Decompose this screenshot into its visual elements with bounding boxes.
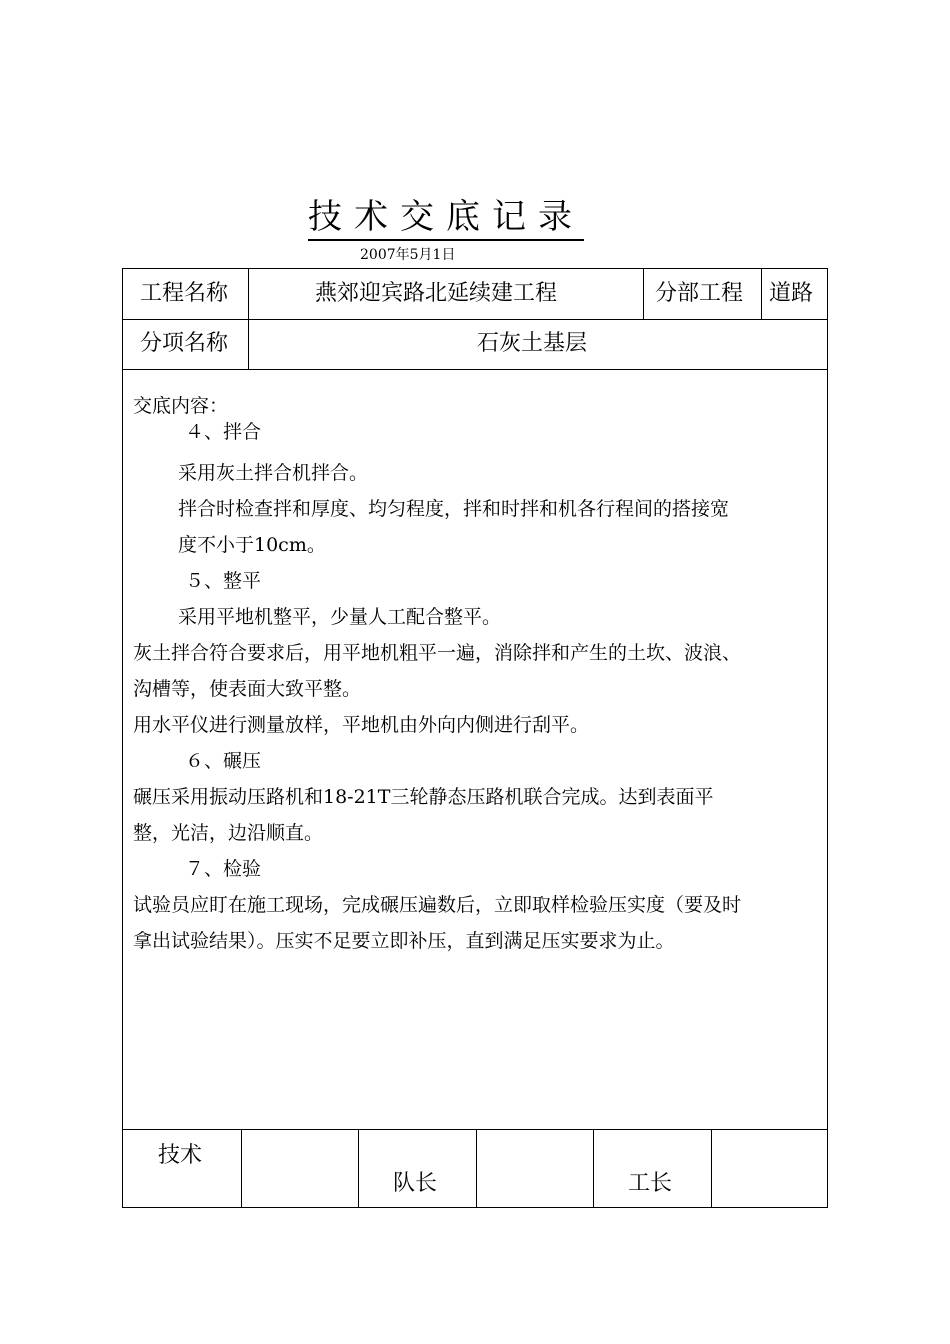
content-line: ４、拌合 — [185, 421, 262, 443]
project-name-label: 工程名称 — [140, 281, 229, 306]
column-divider — [241, 1129, 242, 1207]
division-label: 分部工程 — [655, 281, 744, 306]
content-line: 采用灰土拌合机拌合。 — [178, 462, 369, 484]
content-line: 度不小于10cm。 — [178, 534, 326, 556]
record-date: 2007年5月1日 — [360, 247, 456, 263]
content-line: 拌合时检查拌和厚度、均匀程度，拌和时拌和机各行程间的搭接宽 — [178, 498, 730, 520]
content-line: 碾压采用振动压路机和18-21T三轮静态压路机联合完成。达到表面平 — [133, 786, 714, 808]
project-name-value: 燕郊迎宾路北延续建工程 — [315, 281, 558, 306]
column-divider — [476, 1129, 477, 1207]
technical-label: 技术 — [158, 1143, 203, 1168]
row-divider — [123, 1129, 827, 1130]
column-divider — [761, 269, 762, 319]
column-divider — [358, 1129, 359, 1207]
content-line: ６、碾压 — [185, 750, 262, 772]
content-line: 拿出试验结果）。压实不足要立即补压，直到满足压实要求为止。 — [133, 930, 675, 952]
content-line: 整，光洁，边沿顺直。 — [133, 822, 324, 844]
disclosure-content — [133, 393, 823, 959]
column-divider — [643, 269, 644, 319]
row-divider — [123, 369, 827, 370]
captain-label: 队长 — [393, 1171, 438, 1196]
division-value: 道路 — [769, 281, 814, 306]
foreman-label: 工长 — [628, 1171, 673, 1196]
item-name-label: 分项名称 — [140, 331, 229, 356]
content-line: 采用平地机整平，少量人工配合整平。 — [178, 606, 502, 628]
column-divider — [248, 269, 249, 369]
content-line: 试验员应盯在施工现场，完成碾压遍数后，立即取样检验压实度（要及时 — [133, 894, 742, 916]
content-heading: 交底内容： — [133, 395, 229, 417]
content-line: 灰土拌合符合要求后，用平地机粗平一遍，消除拌和产生的土坎、波浪、 — [133, 642, 742, 664]
content-line: ７、检验 — [185, 858, 262, 880]
content-line: 用水平仪进行测量放样，平地机由外向内侧进行刮平。 — [133, 714, 590, 736]
content-line: 沟槽等，使表面大致平整。 — [133, 678, 362, 700]
record-table — [122, 268, 828, 1208]
row-divider — [123, 319, 827, 320]
column-divider — [711, 1129, 712, 1207]
column-divider — [593, 1129, 594, 1207]
page-title: 技术交底记录 — [308, 196, 584, 241]
content-line: ５、整平 — [185, 570, 262, 592]
item-name-value: 石灰土基层 — [477, 331, 588, 356]
